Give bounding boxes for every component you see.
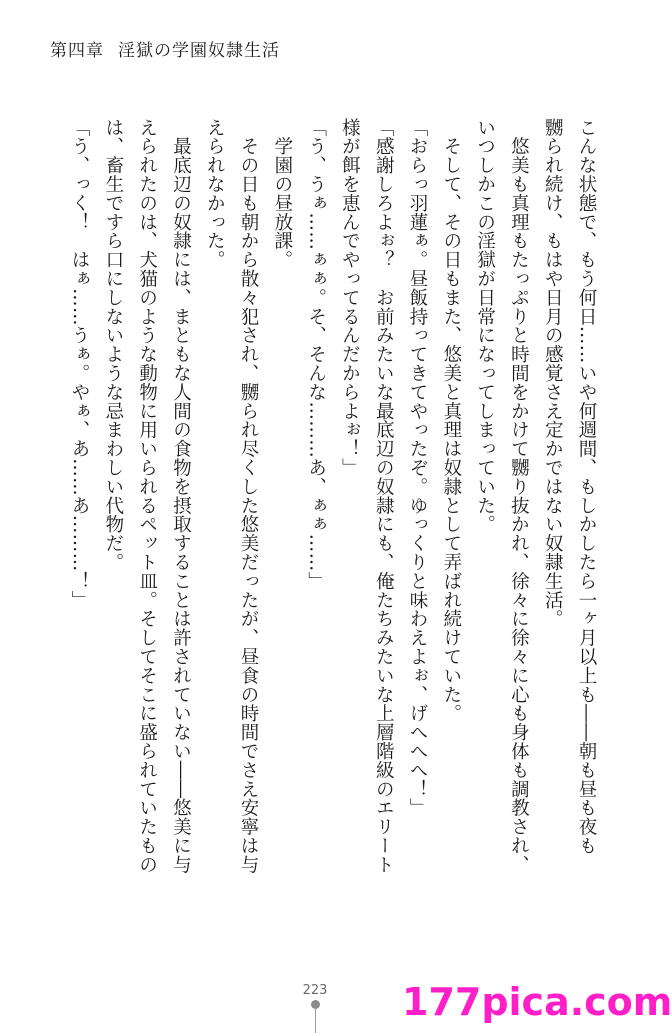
page-number: 223 [302, 983, 328, 998]
text-line: えられなかった。 [204, 118, 226, 270]
text-line: そして、その日もまた、悠美と真理は奴隷として弄ばれ続けていた。 [440, 118, 462, 723]
text-line: こんな状態で、もう何日……いや何週間、もしかしたら一ヶ月以上も――朝も昼も夜も [576, 118, 597, 856]
text-line: 様が餌を恵んでやってるんだからよぉ！」 [339, 118, 361, 478]
running-header [50, 36, 280, 61]
text-line: 「おらっ羽蓮ぁ。昼飯持ってきてやったぞ。ゆっくりと味わえよぉ、げへへへ！」 [407, 118, 429, 818]
page-marker-dot-icon [311, 1000, 320, 1009]
text-line: その日も朝から散々犯され、嬲られ尽くした悠美だったが、昼食の時間でさえ安寧は与 [238, 118, 260, 874]
text-line: 最底辺の奴隷には、まともな人間の食物を摂取することは許されていない――悠美に与 [170, 118, 192, 874]
text-line: 悠美も真理もたっぷりと時間をかけて嬲り抜かれ、徐々に徐々に心も身体も調教され、 [508, 118, 530, 874]
text-line: えられたのは、犬猫のような動物に用いられるペット皿。そしてそこに盛られていたもの [136, 118, 158, 874]
text-line: は、畜生ですら口にしないような忌まわしい代物だ。 [102, 118, 124, 572]
text-line: 「感謝しろよぉ？ お前みたいな最底辺の奴隷にも、俺たちみたいな上層階級のエリート [373, 118, 395, 874]
text-line: いつしかこの淫獄が日常になってしまっていた。 [474, 118, 496, 534]
text-line: 「う、うぁ……ぁぁ。そ、そんな………あ、ぁぁ……」 [305, 118, 327, 591]
chapter-title: 淫獄の学園奴隷生活 [118, 41, 280, 61]
site-watermark: 177pica.com [402, 980, 672, 1024]
vertical-text-body [43, 118, 603, 938]
text-line: 学園の昼放課。 [271, 118, 293, 270]
page-marker-line [315, 1009, 316, 1033]
text-line: 「う、っく！ はぁ……うぁ。やぁ、あ……あ………！」 [69, 118, 91, 610]
text-line: 嬲られ続け、もはや日月の感覚さえ定かではない奴隷生活。 [542, 118, 564, 629]
chapter-label: 第四章 [50, 41, 104, 61]
